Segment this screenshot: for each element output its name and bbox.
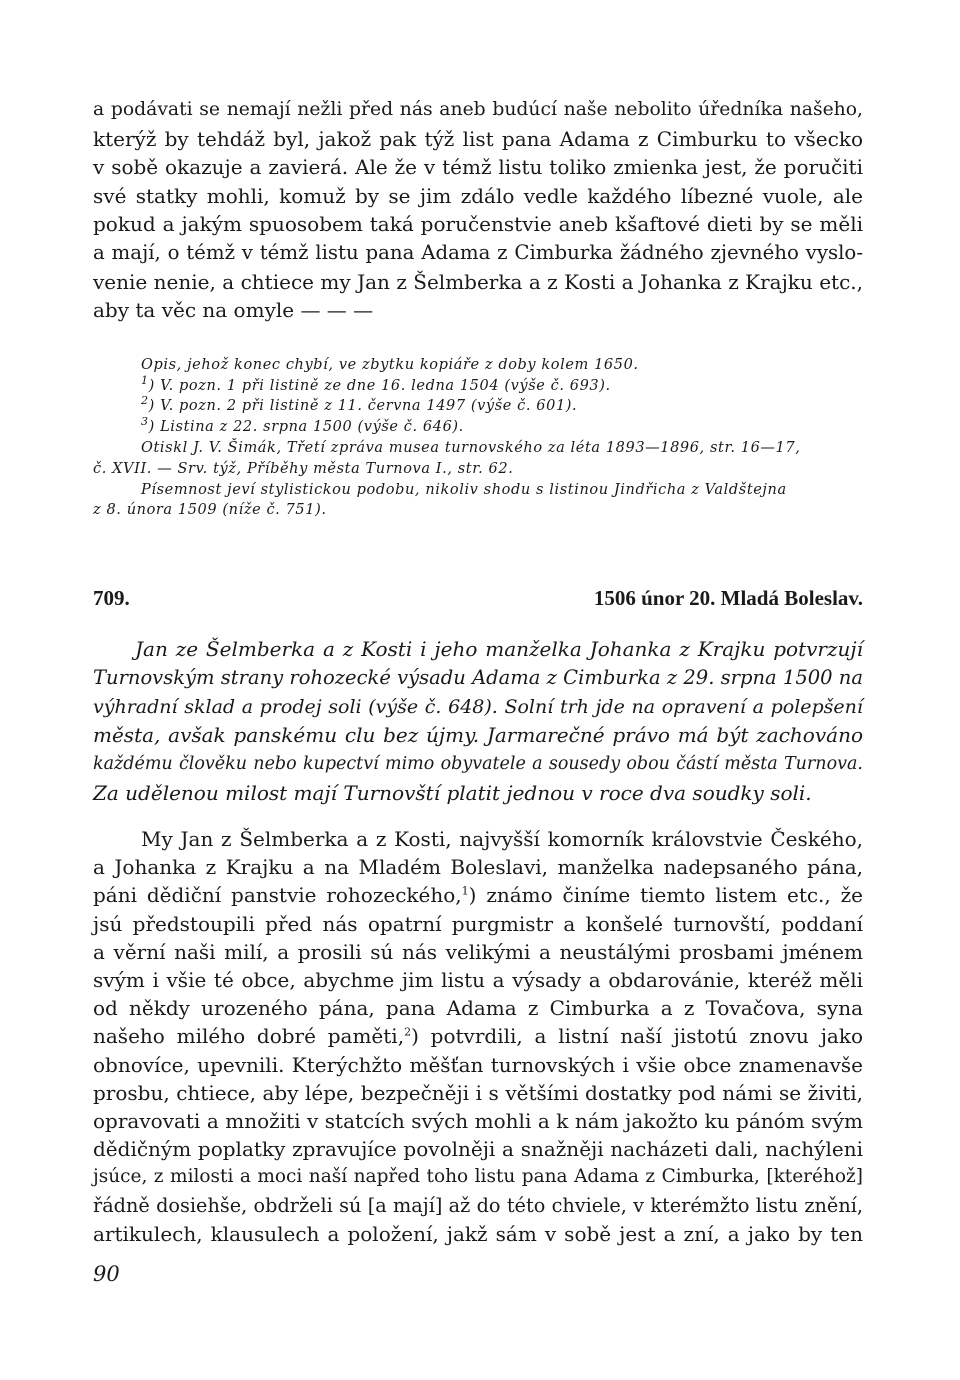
entry-number: 709. [93, 586, 130, 610]
text-line: artikulech, klausulech a položení, jakž sám v sobě jest a zní, a jako by ten [93, 1221, 863, 1246]
text-line: My Jan z Šelmberka a z Kosti, najvyšší komorník královstvie Českého, [141, 827, 863, 851]
text-segment: ) potvrdili, a listní naší jistotú znovu jako [411, 1024, 863, 1049]
text-line: a mají, o témž v témž listu pana Adama z Cimburka žádného zjevného vyslo- [93, 240, 863, 264]
text-line: svým i všie té obce, abychme jim listu a výsady a obdarovánie, kteréž měli [93, 968, 863, 993]
text-line: prosbu, chtiece, aby lépe, bezpečněji i s většími dostatky pod námi se živiti, [93, 1080, 863, 1105]
text-line: a věrní naši milí, a prosili sú nás velikými a neustálými prosbami jménem [93, 939, 863, 964]
text-line: aby ta věc na omyle — — — [93, 298, 374, 323]
footnote-mark: 3 [141, 415, 149, 429]
text-line: kterýž by tehdáž byl, jakož pak týž list pana Adama z Cimburku to všecko [93, 126, 863, 151]
text-line: jsúce, z milosti a moci naší napřed toho listu pana Adama z Cimburka, [kteréhož] [93, 1166, 863, 1188]
text-line: jsú předstoupili před nás opatrní purgmistr a konšelé turnovští, poddaní [93, 911, 863, 936]
regest-line: Jan ze Šelmberka a z Kosti i jeho manželka Johanka z Krajku potvrzují [135, 637, 863, 661]
text-line: pokud a jakým spuosobem taká poručenstvie aneb kšaftové dieti by se měli [93, 212, 863, 237]
document-entry [93, 0, 863, 1380]
text-line: řádně dosiehše, obdrželi sú [a mají] až do této chviele, v kterémžto listu znění, [93, 1193, 863, 1217]
text-line: své statky mohli, komuž by se jim zdálo vedle každého líbezné vuole, ale [93, 183, 863, 208]
text-line: a Johanka z Krajku a na Mladém Boleslavi, manželka nadepsaného pána, [93, 855, 863, 880]
text-segment: našeho milého dobré paměti, [93, 1024, 405, 1049]
entry-date-place: 1506 únor 20. Mladá Boleslav. [593, 586, 863, 610]
text-line: venie nenie, a chtiece my Jan z Šelmberka a z Kosti a Johanka z Krajku etc., [93, 269, 863, 294]
style-note: Písemnost jeví stylistickou podobu, nikoliv shodu s listinou Jindřicha z Valdštejna [141, 481, 787, 498]
text-line: opravovati a množiti v statcích svých mohli a k nám jakožto ku pánóm svým [93, 1109, 863, 1134]
regest-line: města, avšak panskému clu bez újmy. Jarmarečné právo má být zachováno [93, 723, 863, 748]
regest-line: každému člověku nebo kupectví mimo obyvatele a sousedy obou částí města Turnova. [93, 754, 863, 775]
footnote-mark: 2 [141, 394, 149, 408]
copy-note: Opis, jehož konec chybí, ve zbytku kopiáře z doby kolem 1650. [141, 356, 639, 373]
footnote-mark: 1 [141, 373, 149, 387]
footnote-text: ) V. pozn. 2 při listině z 11. června 1497 (výše č. 601). [148, 398, 578, 415]
text-line: od někdy urozeného pána, pana Adama z Cimburka a z Tovačova, syna [93, 996, 863, 1021]
page-number: 90 [93, 1262, 120, 1286]
footnote-text: ) Listina z 22. srpna 1500 (výše č. 646). [148, 419, 464, 436]
printed-edition-note: Otiskl J. V. Šimák, Třetí zpráva musea turnovského za léta 1893—1896, str. 16—17, [141, 439, 801, 456]
footnote-mark: 2 [404, 1025, 412, 1039]
regest [93, 635, 863, 808]
text-line [93, 1022, 863, 1050]
style-note-cont: z 8. února 1509 (níže č. 751). [93, 502, 327, 519]
footnote-text: ) V. pozn. 1 při listině ze dne 16. ledna 1504 (výše č. 693). [148, 377, 611, 394]
text-line: a podávati se nemají nežli před nás aneb budúcí naše nebolito úředníka našeho, [93, 99, 863, 120]
text-line: dědičným poplatky zpravujíce povolněji a snažněji nacházeti dali, nachýleni [93, 1137, 863, 1162]
text-line: obnovíce, upevnili. Kterýchžto měšťan turnovských i všie obce znamenavše [93, 1052, 863, 1077]
regest-line: Turnovským strany rohozecké výsadu Adama z Cimburka z 29. srpna 1500 na [93, 665, 863, 689]
text-line [93, 881, 863, 909]
printed-edition-note-cont: č. XVII. — Srv. týž, Příběhy města Turnova I., str. 62. [93, 460, 514, 477]
text-segment: ) známo činíme tiemto listem etc., že [468, 883, 864, 908]
footnote-mark: 1 [461, 884, 469, 898]
text-segment: páni dědiční panstvie rohozeckého, [93, 883, 462, 908]
regest-line: Za udělenou milost mají Turnovští platit jednou v roce dva soudky soli. [93, 780, 812, 805]
regest-line: výhradní sklad a prodej soli (výše č. 648). Solní trh jde na opravení a polepšení [93, 695, 863, 718]
text-line: v sobě okazuje a zavierá. Ale že v témž listu toliko zmienka jest, že poručiti [93, 155, 863, 180]
charter-text [93, 825, 863, 1248]
